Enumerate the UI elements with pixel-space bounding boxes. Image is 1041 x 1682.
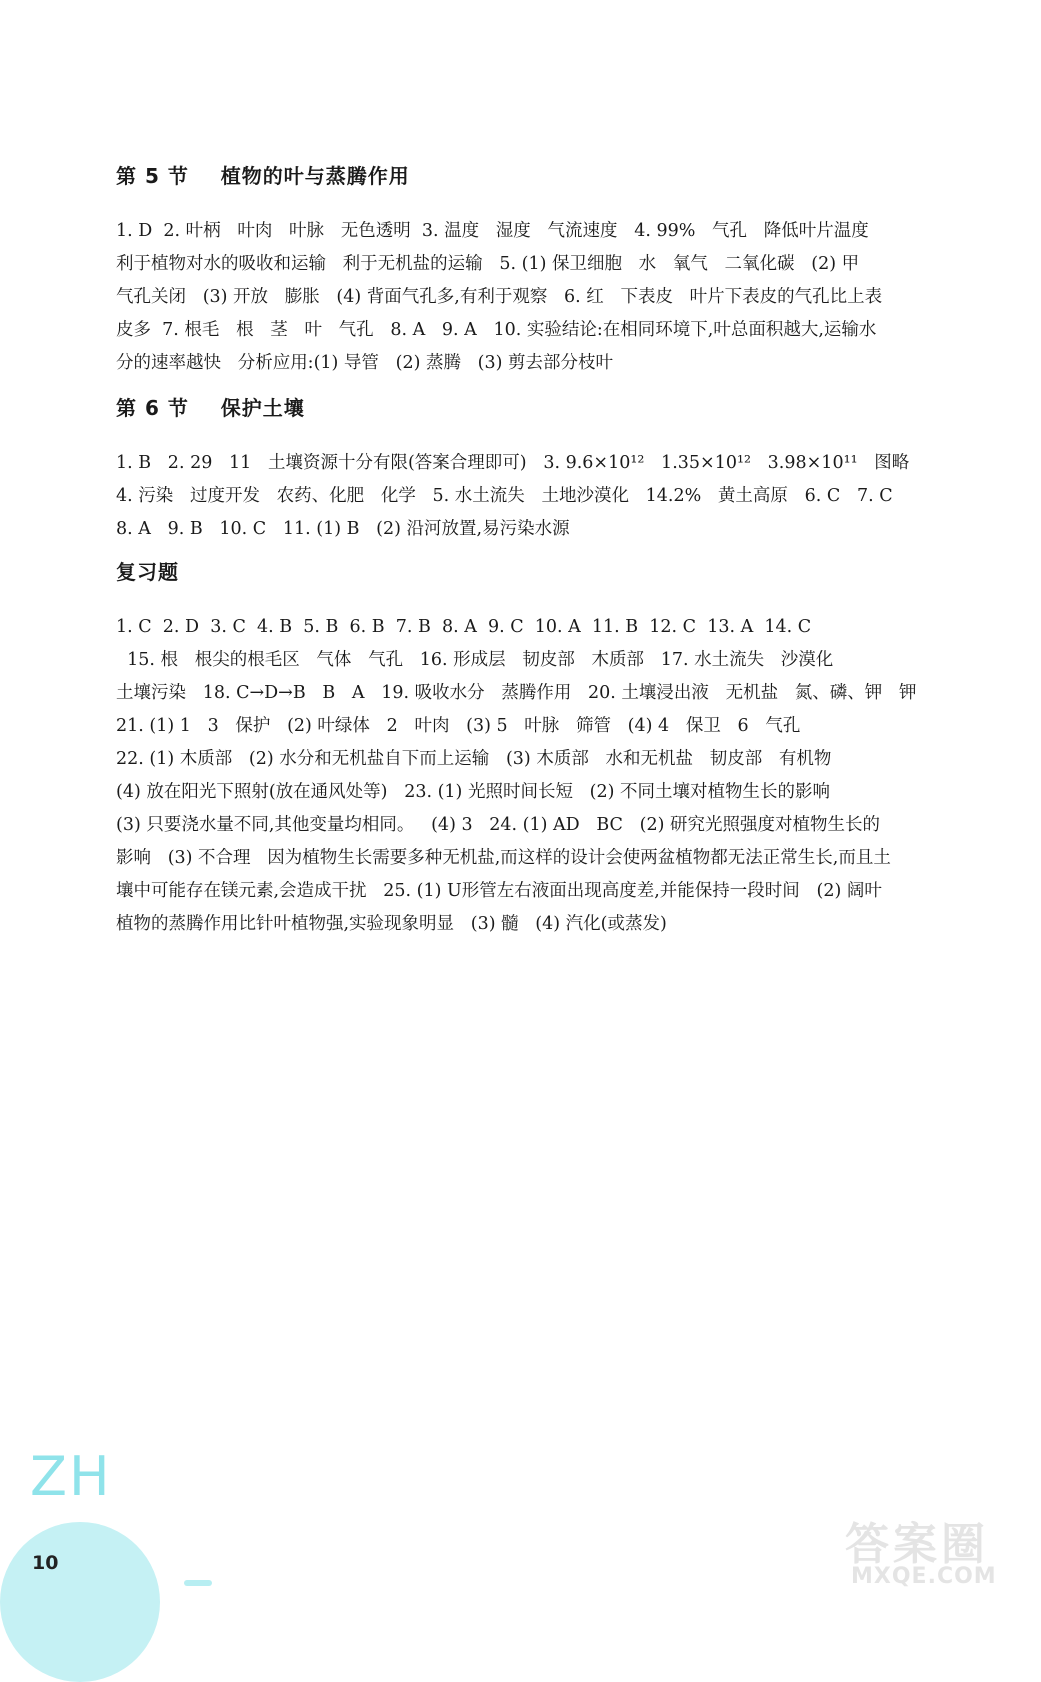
- answer-line: 壤中可能存在镁元素,会造成干扰 25. (1) U形管左右液面出现高度差,并能保持一段时间 (2) 阔叶: [116, 881, 882, 901]
- answer-line: 利于植物对水的吸收和运输 利于无机盐的运输 5. (1) 保卫细胞 水 氧气 二氧化碳 (2) 甲: [116, 254, 860, 274]
- answer-line: 植物的蒸腾作用比针叶植物强,实验现象明显 (3) 髓 (4) 汽化(或蒸发): [116, 914, 667, 934]
- answer-line: 4. 污染 过度开发 农药、化肥 化学 5. 水土流失 土地沙漠化 14.2% 黄土高原 6. C 7. C: [116, 486, 893, 506]
- section-5-body: [116, 215, 976, 380]
- answer-line: 22. (1) 木质部 (2) 水分和无机盐自下而上运输 (3) 木质部 水和无机盐 韧皮部 有机物: [116, 749, 832, 769]
- answer-line: 分的速率越快 分析应用:(1) 导管 (2) 蒸腾 (3) 剪去部分枝叶: [116, 353, 614, 373]
- answer-line: 21. (1) 1 3 保护 (2) 叶绿体 2 叶肉 (3) 5 叶脉 筛管 (4) 4 保卫 6 气孔: [116, 716, 801, 736]
- section-5: [116, 160, 976, 380]
- answer-line: (4) 放在阳光下照射(放在通风处等) 23. (1) 光照时间长短 (2) 不同土壤对植物生长的影响: [116, 782, 830, 802]
- answer-line: 1. D 2. 叶柄 叶肉 叶脉 无色透明 3. 温度 湿度 气流速度 4. 99% 气孔 降低叶片温度: [116, 221, 869, 241]
- section-6-title: 第 6 节 保护土壤: [116, 396, 305, 420]
- answer-line: 影响 (3) 不合理 因为植物生长需要多种无机盐,而这样的设计会使两盆植物都无法正常生长,而且土: [116, 848, 891, 868]
- zh-logo: ZH: [30, 1445, 112, 1508]
- page-number: 10: [32, 1552, 59, 1574]
- section-6: [116, 392, 976, 546]
- footer-decoration: [0, 1522, 160, 1682]
- answer-line: 1. B 2. 29 11 土壤资源十分有限(答案合理即可) 3. 9.6×10¹² 1.35×10¹² 3.98×10¹¹ 图略: [116, 453, 910, 473]
- watermark: [845, 1508, 1030, 1594]
- answer-line: 土壤污染 18. C→D→B B A 19. 吸收水分 蒸腾作用 20. 土壤浸出液 无机盐 氮、磷、钾 钾: [116, 683, 917, 703]
- section-5-title: 第 5 节 植物的叶与蒸腾作用: [116, 164, 410, 188]
- footer-dash: [184, 1580, 212, 1586]
- section-6-body: [116, 447, 976, 546]
- watermark-text: 答案圈: [845, 1519, 989, 1570]
- answer-line: 8. A 9. B 10. C 11. (1) B (2) 沿河放置,易污染水源: [116, 519, 570, 539]
- answer-line: 1. C 2. D 3. C 4. B 5. B 6. B 7. B 8. A 9. C 10. A 11. B 12. C 13. A 14. C: [116, 617, 812, 637]
- watermark-url: MXQE.COM: [851, 1564, 997, 1589]
- review-title: 复习题: [116, 560, 179, 584]
- answer-line: 气孔关闭 (3) 开放 膨胀 (4) 背面气孔多,有利于观察 6. 红 下表皮 叶片下表皮的气孔比上表: [116, 287, 883, 307]
- answer-line: 15. 根 根尖的根毛区 气体 气孔 16. 形成层 韧皮部 木质部 17. 水土流失 沙漠化: [116, 650, 834, 670]
- review-section: [116, 556, 976, 941]
- review-body: [116, 611, 976, 941]
- answer-line: (3) 只要浇水量不同,其他变量均相同。 (4) 3 24. (1) AD BC (2) 研究光照强度对植物生长的: [116, 815, 880, 835]
- answer-line: 皮多 7. 根毛 根 茎 叶 气孔 8. A 9. A 10. 实验结论:在相同环境下,叶总面积越大,运输水: [116, 320, 877, 340]
